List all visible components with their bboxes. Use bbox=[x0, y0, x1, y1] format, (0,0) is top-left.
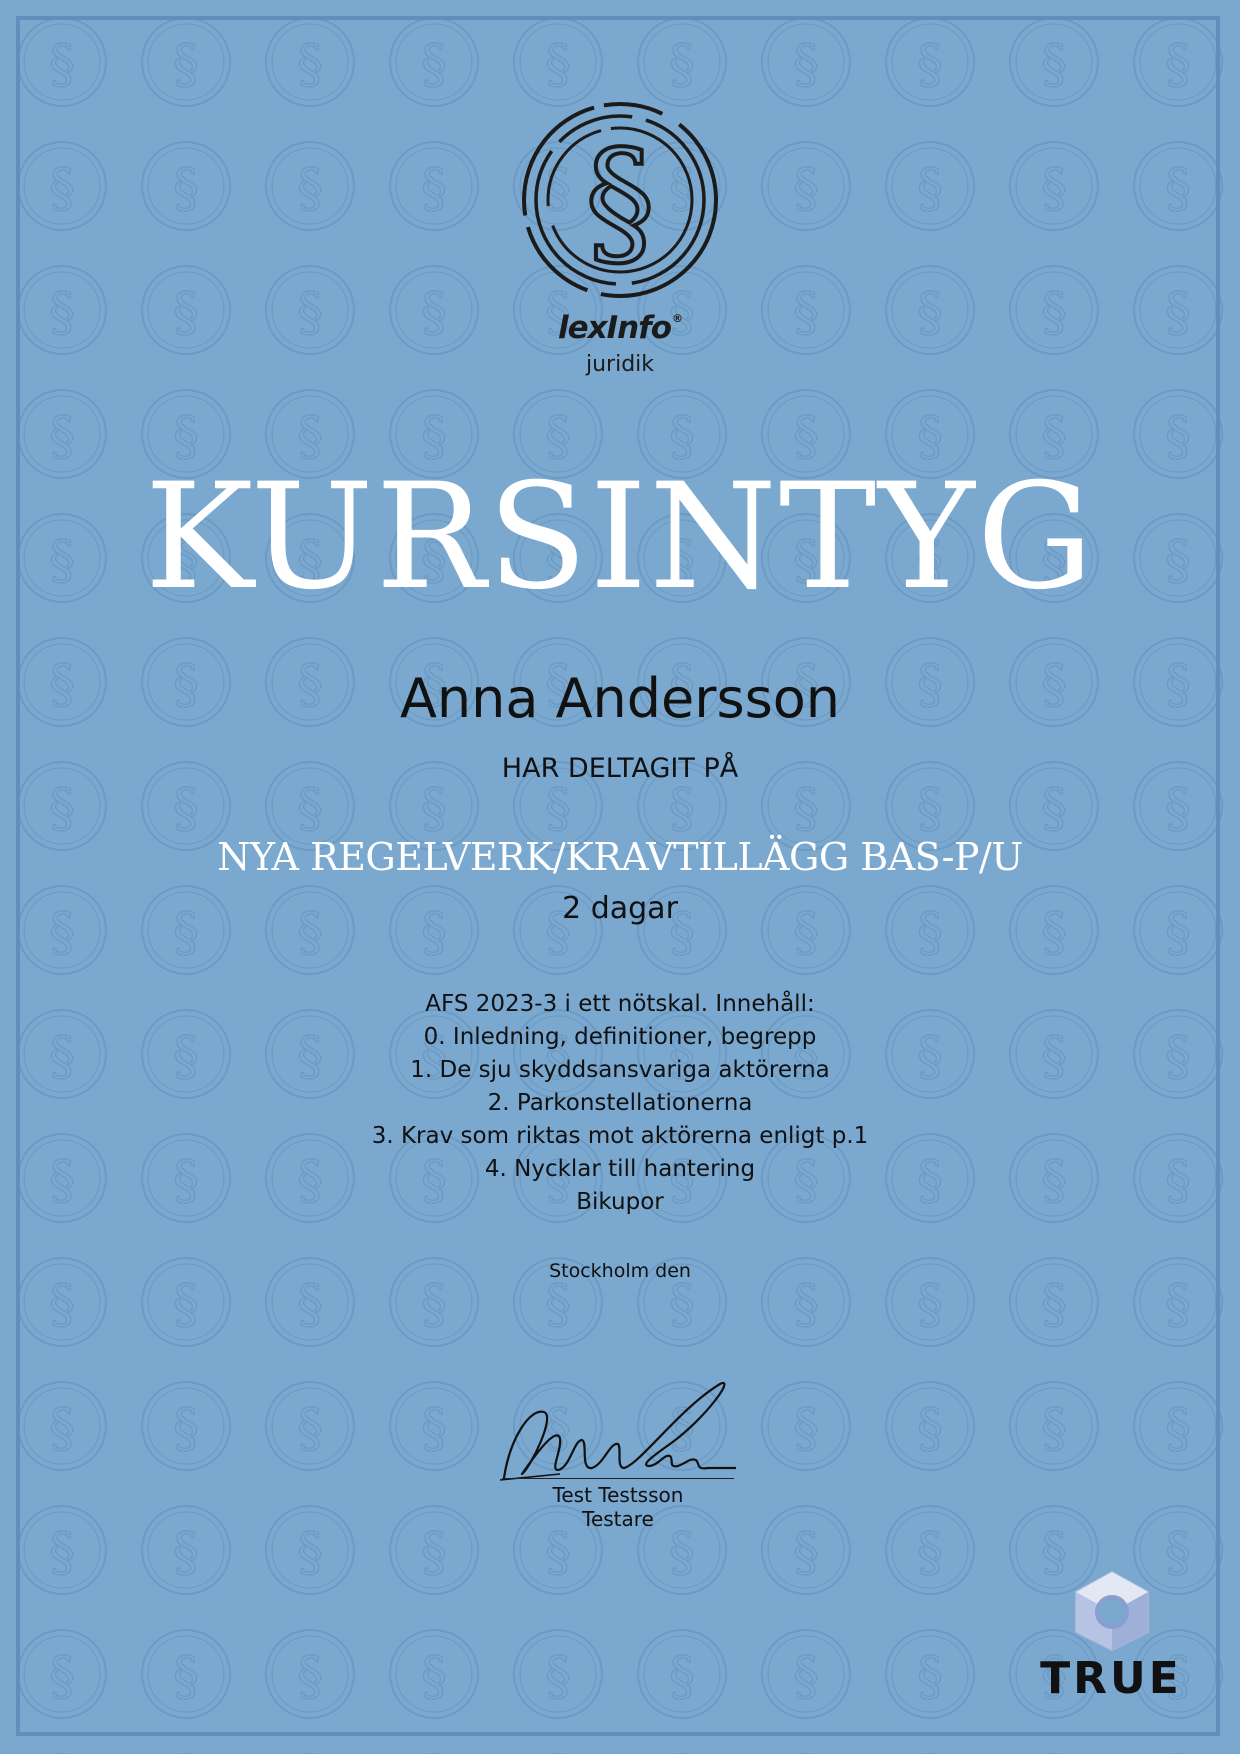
content-line: Bikupor bbox=[576, 1189, 664, 1215]
logo-subtitle: juridik bbox=[585, 352, 655, 377]
course-name: NYA REGELVERK/KRAVTILLÄGG BAS-P/U bbox=[217, 835, 1023, 879]
participated-label: HAR DELTAGIT PÅ bbox=[501, 753, 739, 784]
section-sign-seal-icon bbox=[507, 100, 733, 300]
recipient-name: Anna Andersson bbox=[399, 667, 841, 730]
place-date: Stockholm den bbox=[549, 1260, 691, 1282]
content-line: 3. Krav som riktas mot aktörerna enligt p.1 bbox=[371, 1123, 869, 1149]
logo-brand-name: lexInfo bbox=[557, 310, 672, 346]
svg-text:§: § bbox=[585, 121, 655, 284]
content-line: 4. Nycklar till hantering bbox=[484, 1156, 756, 1182]
content-line: 1. De sju skyddsansvariga aktörerna bbox=[410, 1057, 830, 1083]
content-line: 2. Parkonstellationerna bbox=[487, 1090, 753, 1116]
handwritten-signature bbox=[500, 1378, 736, 1482]
content-line: AFS 2023-3 i ett nötskal. Innehåll: bbox=[425, 991, 815, 1017]
course-duration: 2 dagar bbox=[562, 891, 678, 926]
true-brand-text: TRUE bbox=[1040, 1653, 1182, 1704]
signer-role: Testare bbox=[582, 1507, 654, 1531]
content-line: 0. Inledning, definitioner, begrepp bbox=[423, 1024, 817, 1050]
signature-line bbox=[502, 1478, 734, 1479]
true-hexagon-logo-icon bbox=[1072, 1570, 1152, 1652]
registered-mark: ® bbox=[672, 312, 683, 325]
course-content bbox=[0, 988, 1240, 1219]
logo-brand bbox=[0, 310, 1240, 346]
signer-name: Test Testsson bbox=[552, 1483, 684, 1507]
certificate-title: KURSINTYG bbox=[144, 452, 1096, 622]
